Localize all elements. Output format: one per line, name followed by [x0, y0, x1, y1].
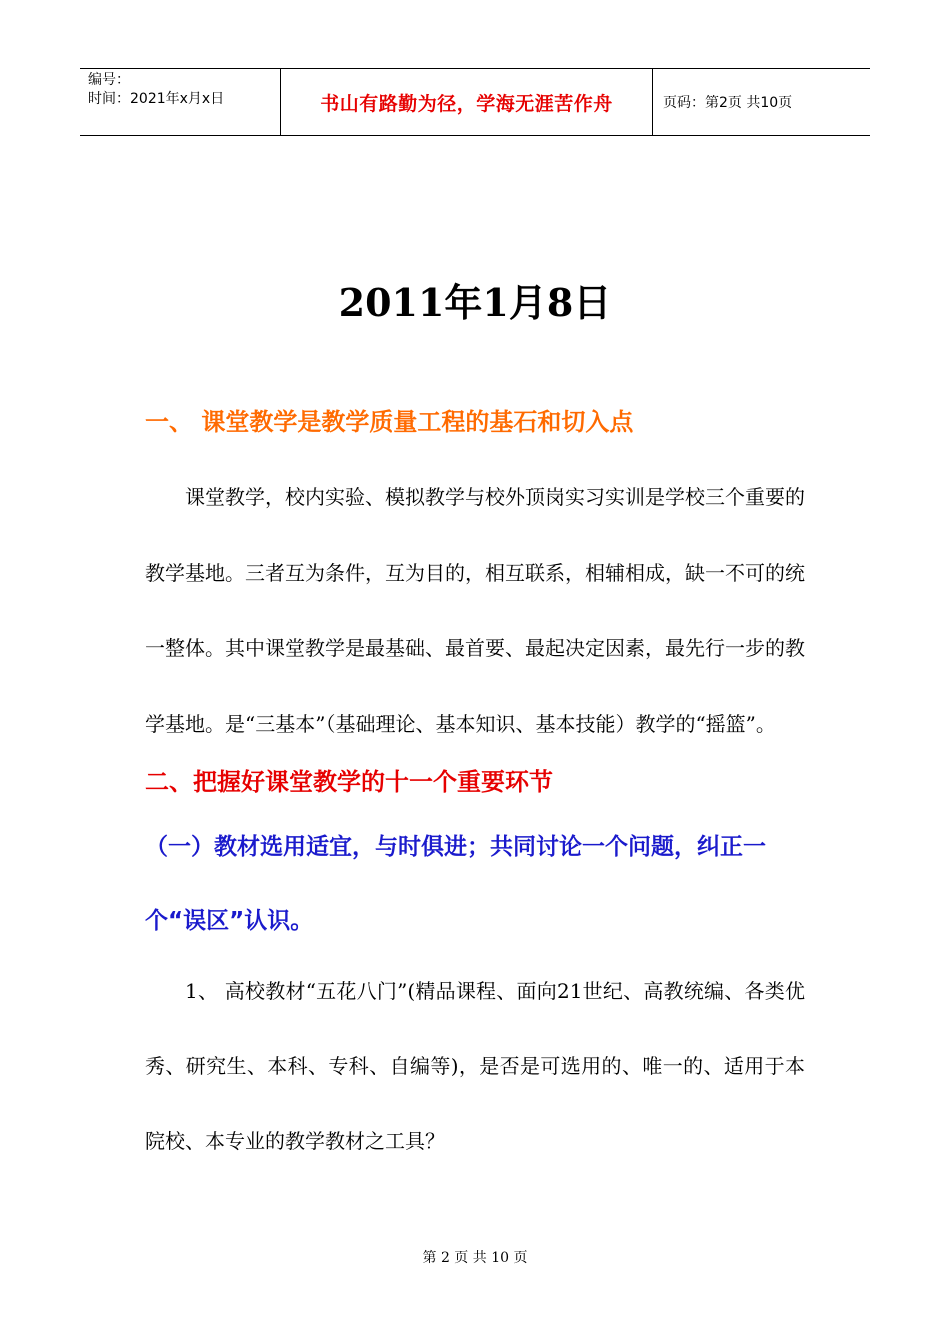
header-motto: 书山有路勤为径，学海无涯苦作舟: [320, 92, 613, 115]
header-motto-cell: [280, 69, 653, 135]
header-page-info-cell: [653, 69, 870, 135]
section-1-heading: 一、 课堂教学是教学质量工程的基石和切入点: [145, 408, 634, 436]
document-body: [145, 398, 805, 1179]
page-footer: 第 2 页 共 10 页: [422, 1250, 528, 1266]
date-title: 2011年1月8日: [338, 280, 612, 325]
header-page-info: 页码：第2页 共10页: [663, 95, 793, 111]
section-1-paragraph: 课堂教学，校内实验、模拟教学与校外顶岗实习实训是学校三个重要的教学基地。三者互为条件，互为目的，相互联系，相辅相成，缺一不可的统一整体。其中课堂教学是最基础、最首要、最起决定因素，最先行一步的教学基地。是“三基本”（基础理论、基本知识、基本技能）教学的“摇篮”。: [145, 485, 805, 736]
page-header: [80, 68, 870, 136]
header-left-cell: [80, 69, 280, 135]
section-2-heading: 二、把握好课堂教学的十一个重要环节: [145, 768, 553, 796]
header-number-label: 编号：: [88, 72, 130, 88]
header-time-label: 时间：2021年x月x日: [88, 91, 225, 107]
section-2-subheading-1: （一）教材选用适宜，与时俱进；共同讨论一个问题，纠正一个“误区”认识。: [145, 834, 766, 934]
section-2-item-1: 1、 高校教材“五花八门”(精品课程、面向21世纪、高教统编、各类优秀、研究生、本科、专科、自编等)，是否是可选用的、唯一的、适用于本院校、本专业的教学教材之工具？: [145, 979, 805, 1153]
